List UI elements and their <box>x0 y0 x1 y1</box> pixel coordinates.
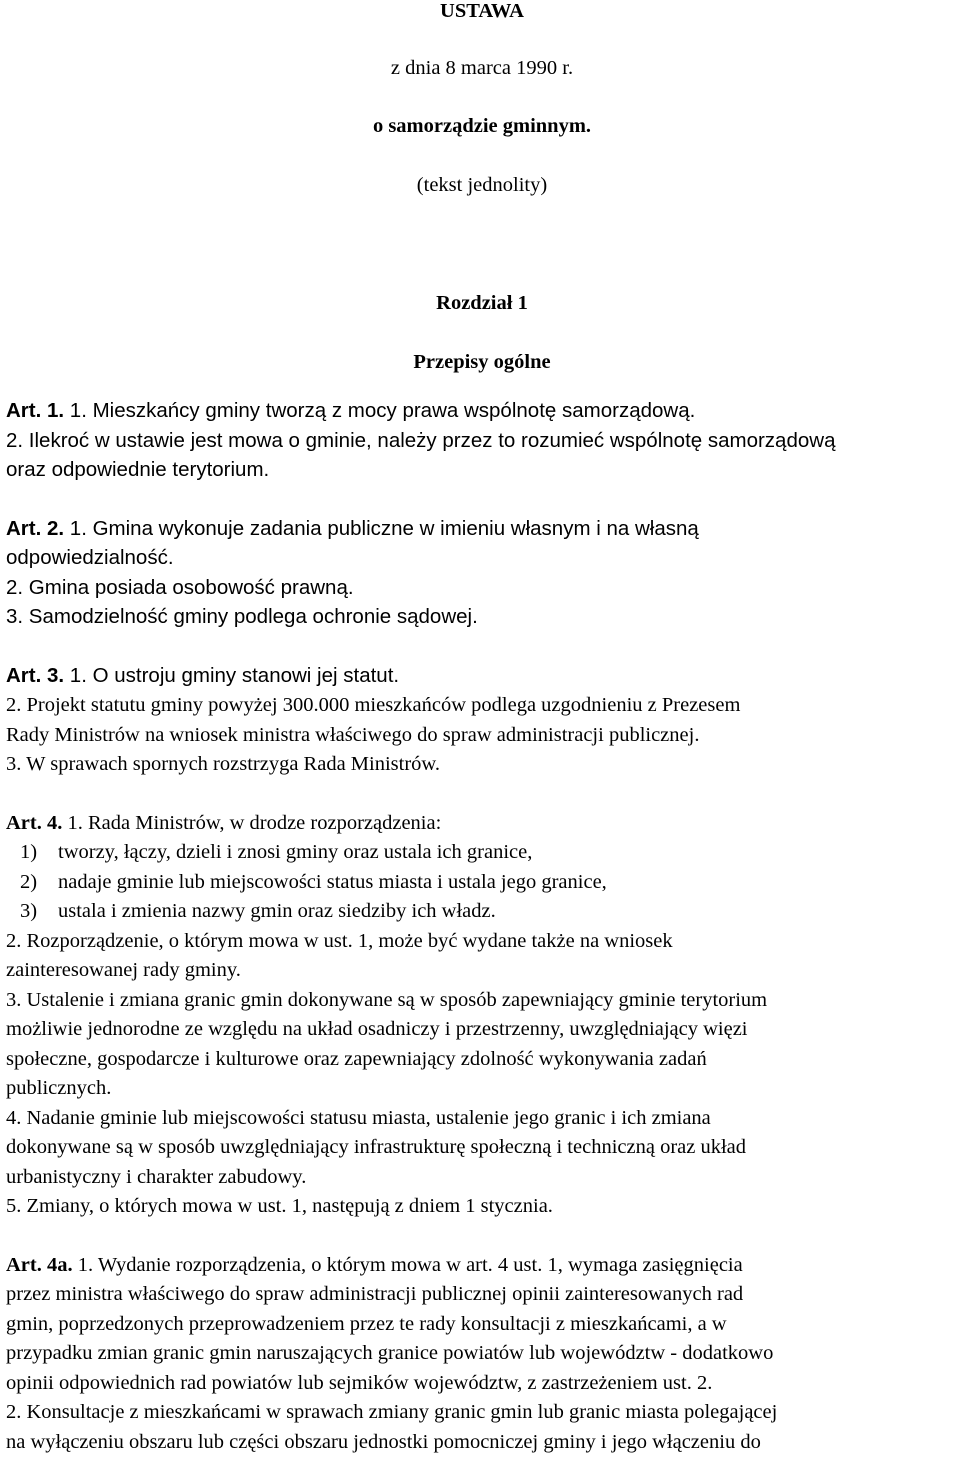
article-4-line: publicznych. <box>6 1077 112 1099</box>
article-4-line: społeczne, gospodarcze i kulturowe oraz zapewniający zdolność wykonywania zadań <box>6 1047 707 1070</box>
article-2-line: 3. Samodzielność gminy podlega ochronie sądowej. <box>6 605 478 628</box>
article-4a-line: przez ministra właściwego do spraw administracji publicznej opinii zainteresowanych rad <box>6 1283 744 1305</box>
article-4a-line: opinii odpowiednich rad powiatów lub sejmików województw, z zastrzeżeniem ust. 2. <box>6 1371 713 1394</box>
article-4a-line: na wyłączeniu obszaru lub części obszaru jednostki pomocniczej gminy i jego włączeniu do <box>6 1430 761 1453</box>
article-4-label: Art. 4. <box>6 811 63 834</box>
article-2-line: 1. Gmina wykonuje zadania publiczne w imieniu własnym i na własną <box>64 516 699 540</box>
article-2-line: odpowiedzialność. <box>6 546 174 569</box>
article-3-label: Art. 3. <box>6 663 65 687</box>
article-1-label: Art. 1. <box>6 399 65 422</box>
article-4a <box>6 1251 958 1458</box>
article-2 <box>6 514 958 632</box>
article-1 <box>6 396 958 485</box>
article-3-line: 3. W sprawach spornych rozstrzyga Rada Ministrów. <box>6 753 441 775</box>
article-4-item <box>6 897 958 927</box>
article-4-item-number: 3) <box>20 900 38 922</box>
article-4-line: zainteresowanej rady gminy. <box>6 959 241 981</box>
article-4a-line: 1. Wydanie rozporządzenia, o którym mowa w art. 4 ust. 1, wymaga zasięgnięcia <box>72 1253 743 1276</box>
article-4-line: dokonywane są w sposób uwzględniający infrastrukturę społeczną i techniczną oraz układ <box>6 1136 747 1158</box>
article-3-line: Rady Ministrów na wniosek ministra właściwego do spraw administracji publicznej. <box>6 723 700 746</box>
article-4a-label: Art. 4a. <box>6 1253 73 1276</box>
article-4-line: 1. Rada Ministrów, w drodze rozporządzenia: <box>62 811 442 834</box>
article-4-line: 4. Nadanie gminie lub miejscowości statusu miasta, ustalenie jego granic i ich zmiana <box>6 1106 711 1129</box>
article-4-line: 3. Ustalenie i zmiana granic gmin dokonywane są w sposób zapewniający gminie terytorium <box>6 988 768 1011</box>
document-form: (tekst jednolity) <box>416 173 548 196</box>
article-4-item-number: 1) <box>20 841 38 863</box>
article-4-line: możliwie jednorodne ze względu na układ osadniczy i przestrzenny, uwzględniający więzi <box>6 1018 748 1040</box>
article-3 <box>6 661 958 780</box>
article-4a-line: gmin, poprzedzonych przeprowadzeniem przez te rady konsultacji z mieszkańcami, a w <box>6 1312 727 1335</box>
article-2-label: Art. 2. <box>6 516 65 540</box>
article-3-line: 1. O ustroju gminy stanowi jej statut. <box>64 663 400 687</box>
document-subject: o samorządzie gminnym. <box>372 115 592 137</box>
article-1-line: 2. Ilekroć w ustawie jest mowa o gminie, należy przez to rozumieć wspólnotę samorządową <box>6 428 836 452</box>
article-4-item-text: tworzy, łączy, dzieli i znosi gminy oraz ustala ich granice, <box>58 841 533 863</box>
article-4-line: 2. Rozporządzenie, o którym mowa w ust. 1, może być wydane także na wniosek <box>6 929 673 952</box>
chapter-title: Przepisy ogólne <box>413 350 551 373</box>
article-4a-line: 2. Konsultacje z mieszkańcami w sprawach zmiany granic gmin lub granic miasta polegającej <box>6 1401 778 1423</box>
article-4-line: urbanistyczny i charakter zabudowy. <box>6 1165 307 1188</box>
article-4-item <box>6 868 958 898</box>
article-4a-line: przypadku zmian granic gmin naruszających granice powiatów lub województw - dodatkowo <box>6 1342 774 1364</box>
document-title: USTAWA <box>440 0 524 22</box>
article-4-item-text: ustala i zmienia nazwy gmin oraz siedziby ich władz. <box>58 900 496 922</box>
article-4-line: 5. Zmiany, o których mowa w ust. 1, następują z dniem 1 stycznia. <box>6 1195 553 1217</box>
article-2-line: 2. Gmina posiada osobowość prawną. <box>6 575 354 599</box>
article-1-line: oraz odpowiednie terytorium. <box>6 458 270 481</box>
article-3-line: 2. Projekt statutu gminy powyżej 300.000 mieszkańców podlega uzgodnieniu z Prezesem <box>6 694 741 716</box>
article-4-item-text: nadaje gminie lub miejscowości status miasta i ustala jego granice, <box>58 870 607 893</box>
document-page <box>6 0 958 1457</box>
chapter-heading: Rozdział 1 <box>436 292 528 314</box>
document-date: z dnia 8 marca 1990 r. <box>390 56 574 79</box>
article-1-line: 1. Mieszkańcy gminy tworzą z mocy prawa wspólnotę samorządową. <box>64 399 696 422</box>
article-4-item <box>6 838 958 868</box>
article-4-item-number: 2) <box>20 870 38 893</box>
article-4 <box>6 809 958 1222</box>
